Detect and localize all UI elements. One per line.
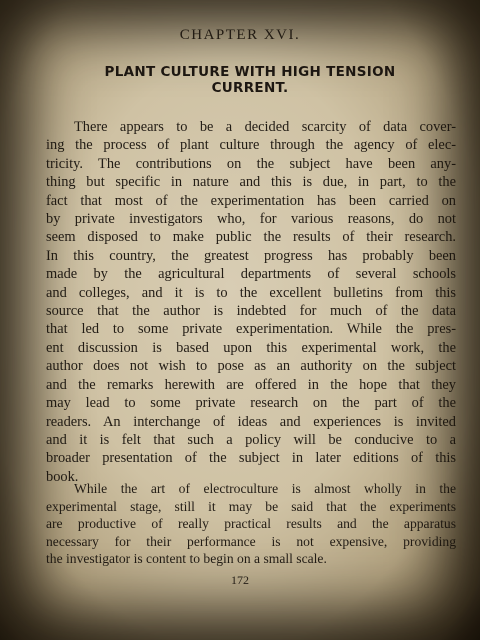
chapter-title xyxy=(60,64,440,96)
text-line: and it is felt that such a policy will be conducive to a xyxy=(46,431,456,448)
text-line: seem disposed to make public the results of their research. xyxy=(46,229,456,246)
chapter-heading: CHAPTER XVI. xyxy=(179,27,301,43)
text-line: and colleges, and it is to the excellent bulletins from this xyxy=(46,284,456,301)
text-line: the investigator is content to begin on a small scale. xyxy=(46,551,327,566)
text-line: and the remarks herewith are offered in the hope that they xyxy=(46,376,456,393)
paragraph-2 xyxy=(46,480,456,568)
text-line: thing but specific in nature and this is due, in part, to the xyxy=(46,174,456,191)
text-line: broader presentation of the subject in later editions of this xyxy=(46,450,456,467)
text-line: made by the agricultural departments of several schools xyxy=(46,266,456,283)
text-line: readers. An interchange of ideas and experiences is invited xyxy=(46,413,456,430)
text-line: author does not wish to pose as an authority on the subject xyxy=(46,358,456,375)
page-number: 172 xyxy=(231,573,249,587)
text-line: are productive of really practical results and the apparatus xyxy=(46,516,456,531)
chapter-title-line-1: PLANT CULTURE WITH HIGH TENSION xyxy=(104,64,396,80)
text-line: While the art of electroculture is almost wholly in the xyxy=(74,481,456,496)
text-line: There appears to be a decided scarcity of data cover- xyxy=(74,119,456,135)
text-line: ing the process of plant culture through the agency of elec- xyxy=(46,137,456,154)
text-line: may lead to some private research on the part of the xyxy=(46,395,456,412)
text-line: necessary for their performance is not expensive, providing xyxy=(46,533,456,549)
text-line: tricity. The contributions on the subject have been any- xyxy=(46,155,456,172)
paragraph-1 xyxy=(46,118,456,486)
text-line: source that the author is indebted for much of the data xyxy=(46,303,456,320)
text-line: that led to some private experimentation. While the pres- xyxy=(46,321,456,338)
text-line: book. xyxy=(46,468,79,485)
text-line: In this country, the greatest progress has probably been xyxy=(46,247,456,264)
chapter-title-line-2: CURRENT. xyxy=(211,80,289,96)
text-line: by private investigators who, for various reasons, do not xyxy=(46,211,456,228)
text-line: experimental stage, still it may be said that the experiments xyxy=(46,498,456,514)
text-line: fact that most of the experimentation has been carried on xyxy=(46,192,456,209)
text-line: ent discussion is based upon this experimental work, the xyxy=(46,339,456,356)
